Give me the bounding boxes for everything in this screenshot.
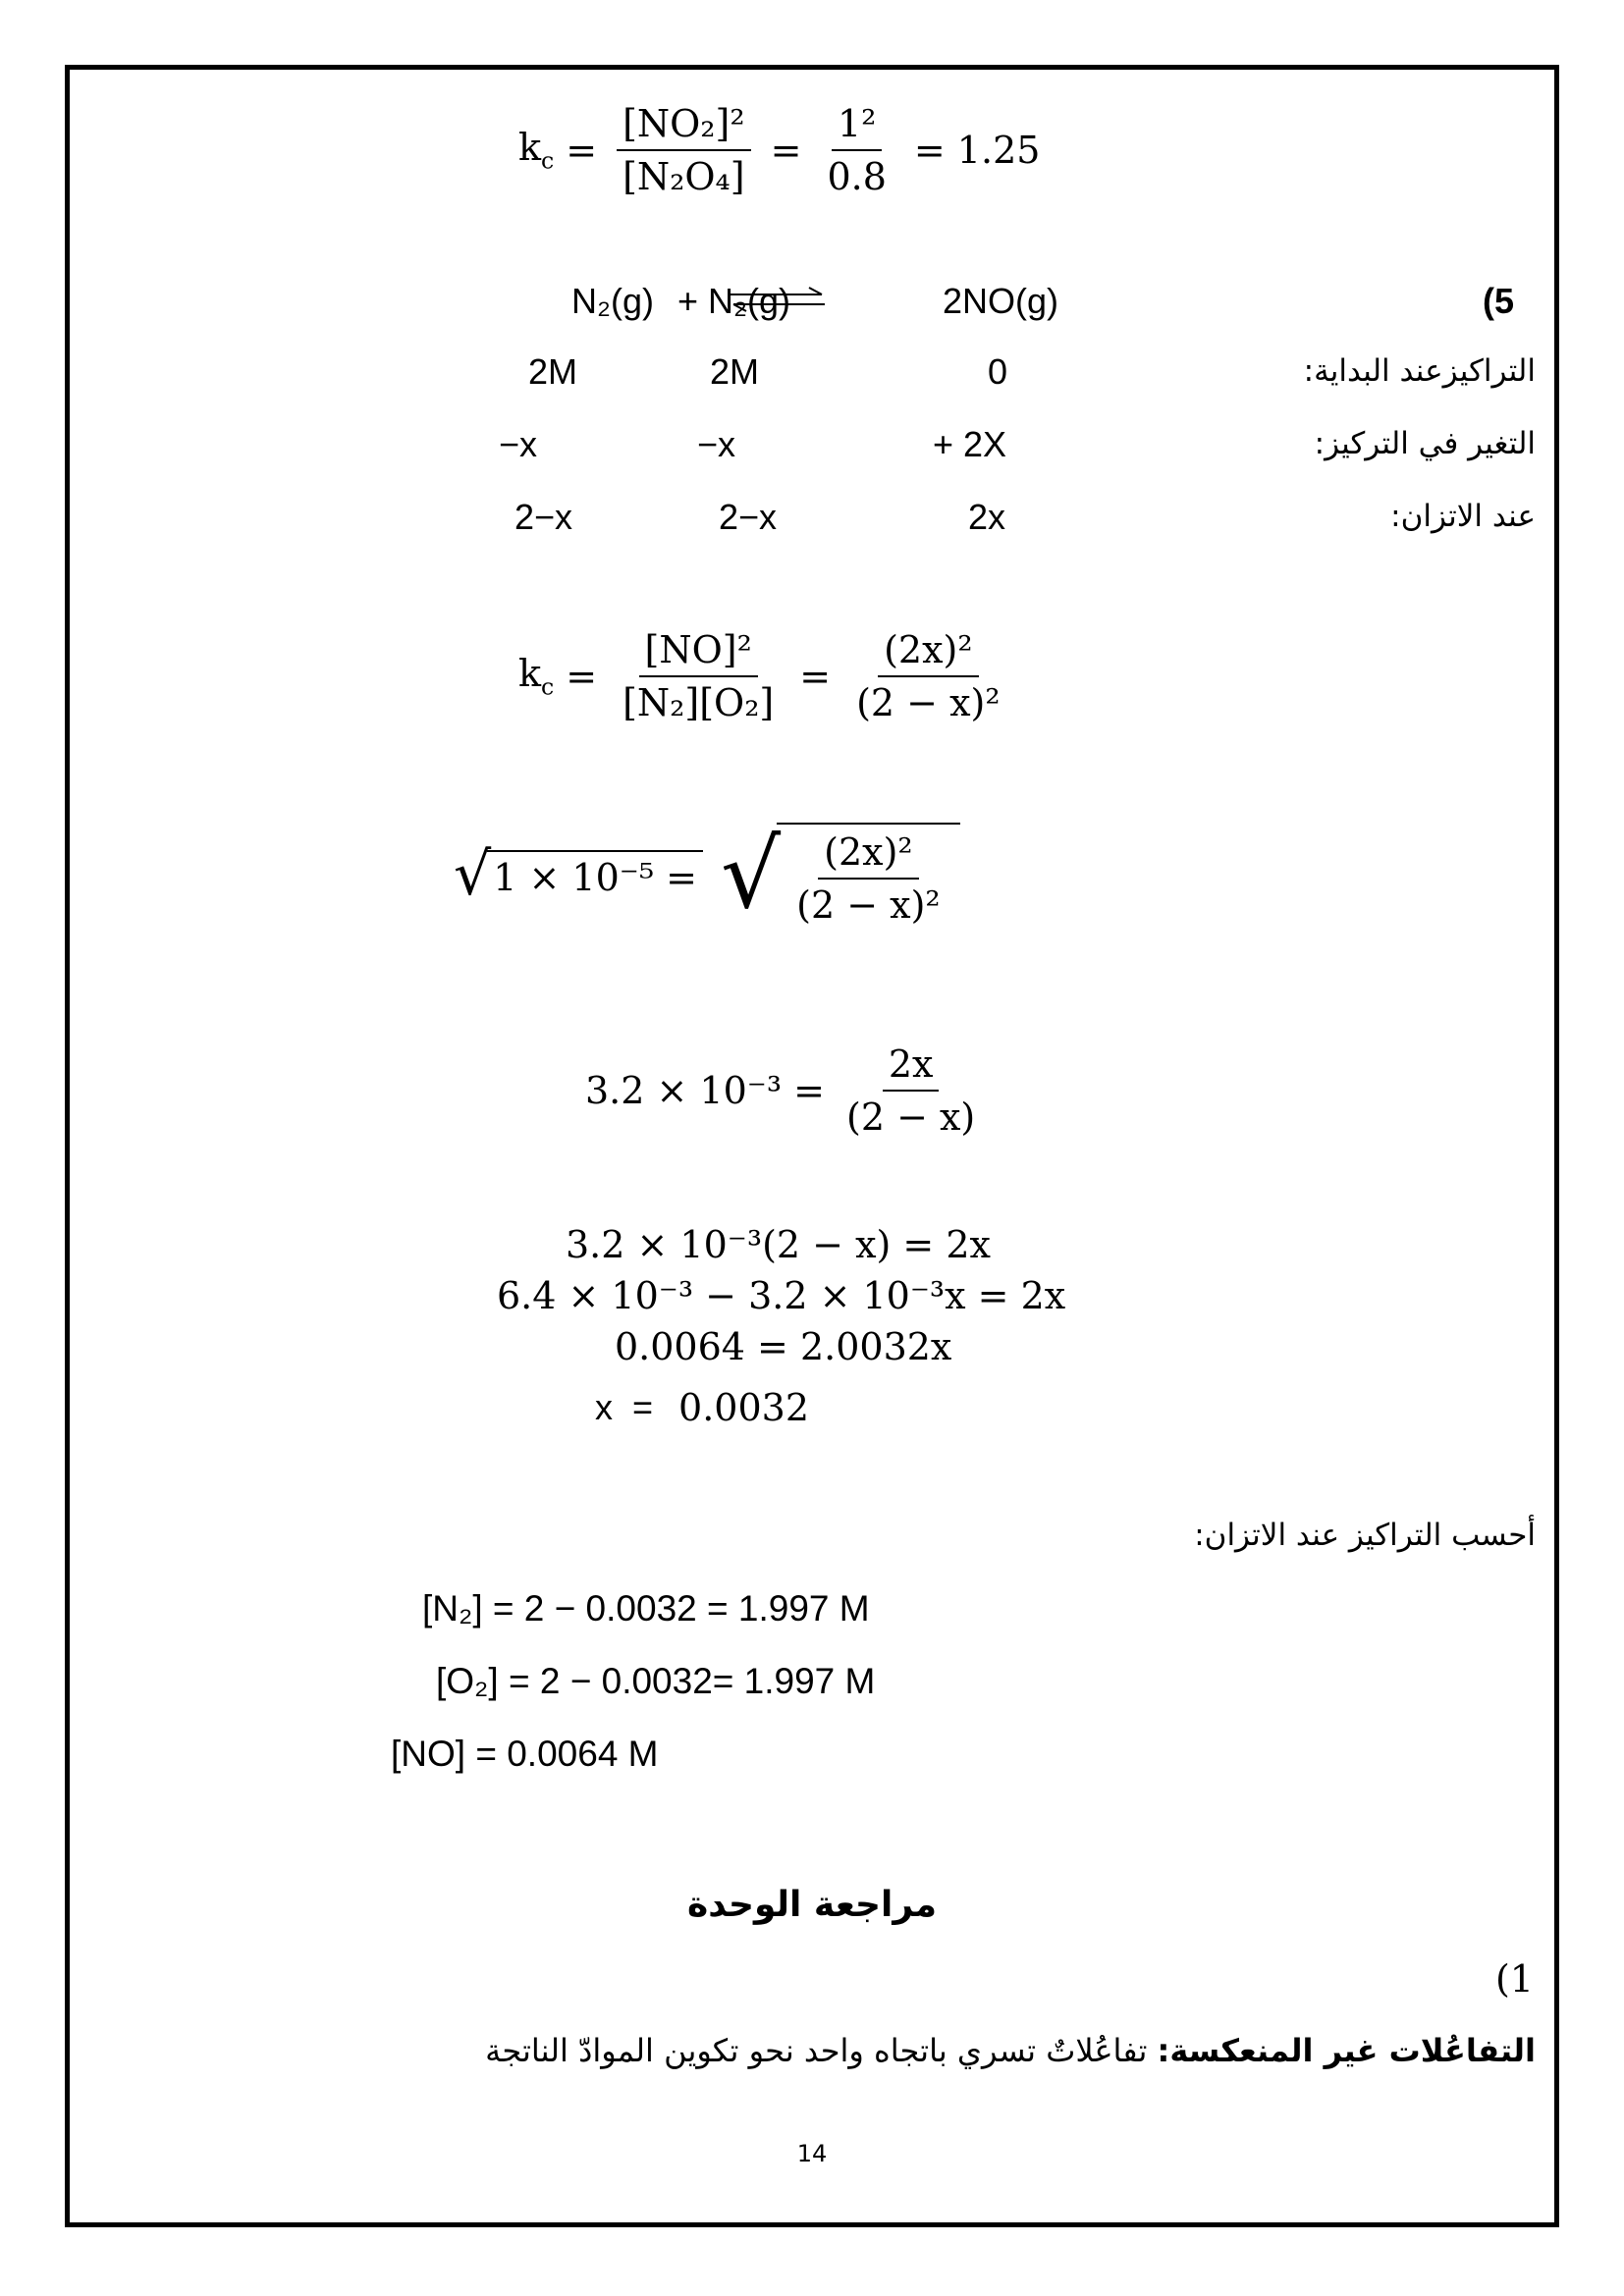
solve-line-1: 3.2 × 10⁻³(2 − x) = 2x	[566, 1223, 991, 1266]
kc-no-fraction-1: $\frac{\text{[NO]²}}{\text{[N₂][O₂]}}$	[623, 628, 775, 724]
sqrt-equation	[454, 820, 960, 930]
conc-o2: [O₂] = 2 − 0.0032= 1.997 M	[436, 1661, 876, 1701]
row-change-label: التغير في التركيز:	[1314, 426, 1536, 461]
kc-fraction-2: $\frac{\text{1²}}{0.8}$	[827, 102, 887, 198]
row-initial-label: التراكيزعند البداية:	[1303, 353, 1536, 389]
equilibrium-no: 2x	[968, 497, 1006, 537]
ratio-fraction: $\frac{2x}{(2 - x)}$	[846, 1042, 976, 1139]
kc-fraction-1: $\frac{\text{[NO₂]²}}{\text{[N₂O₄]}}$	[617, 102, 751, 198]
change-o2: −x	[697, 424, 736, 464]
definition-text: تفاعُلاتٌ تسري باتجاه واحد نحو تكوين الموادّ الناتجة	[485, 2032, 1158, 2069]
x-result: x = 0.0032	[595, 1386, 809, 1429]
sqrt-right: √ $\frac{\text{(2x)²}}{\text{(2 − x)²}}$	[721, 823, 960, 927]
kc-result: = 1.25	[913, 129, 1041, 172]
solve-line-3: 0.0064 = 2.0032x	[615, 1325, 952, 1368]
review-title: مراجعة الوحدة	[686, 1885, 938, 1925]
ratio-equation: 3.2 × 10⁻³ = $\frac{2x}{(2 - x)}$	[585, 1042, 989, 1139]
question-number-5: (5	[1483, 281, 1515, 321]
page-number: 14	[796, 2140, 828, 2167]
change-n2: −x	[499, 424, 538, 464]
conc-n2: [N₂] = 2 − 0.0032 = 1.997 M	[422, 1588, 870, 1629]
kc-equation-no: $k_c$ = $\frac{\text{[NO]²}}{\text{[N₂][O₂]}}$ = $\frac{\text{(2x)²}}{\text{(2 − x)²}}$	[518, 628, 1014, 724]
kc-symbol: $k_c$	[518, 126, 555, 175]
calc-heading: أحسب التراكيز عند الاتزان:	[1194, 1518, 1536, 1553]
equilibrium-arrow-icon	[729, 285, 827, 314]
definition-line	[485, 2032, 1536, 2069]
sqrt-left: √ 1 × 10⁻⁵ =	[454, 845, 703, 904]
kc-symbol-2: $k_c$	[518, 652, 555, 701]
reactant-o2: + N₂(g)	[677, 281, 790, 321]
reactant-n2: N₂(g)	[571, 281, 654, 321]
definition-term: التفاعُلات غير المنعكسة:	[1157, 2032, 1536, 2069]
sqrt-fraction: $\frac{\text{(2x)²}}{\text{(2 − x)²}}$	[796, 830, 941, 927]
review-question-number: (1	[1494, 1957, 1534, 2001]
kc-no-fraction-2: $\frac{\text{(2x)²}}{\text{(2 − x)²}}$	[856, 628, 1001, 724]
change-no: + 2X	[933, 424, 1007, 464]
initial-no: 0	[988, 351, 1008, 392]
solve-line-2: 6.4 × 10⁻³ − 3.2 × 10⁻³x = 2x	[497, 1274, 1066, 1317]
equilibrium-n2: 2−x	[514, 497, 573, 537]
conc-no: [NO] = 0.0064 M	[391, 1734, 659, 1774]
kc-equation-no2: $k_c$ = $\frac{\text{[NO₂]²}}{\text{[N₂O₄]}}$ = $\frac{\text{1²}}{0.8}$ = 1.25	[518, 102, 1041, 198]
product-no: 2NO(g)	[943, 281, 1059, 321]
initial-n2: 2M	[528, 351, 578, 392]
equilibrium-o2: 2−x	[719, 497, 778, 537]
initial-o2: 2M	[710, 351, 760, 392]
row-equilibrium-label: عند الاتزان:	[1390, 499, 1536, 534]
